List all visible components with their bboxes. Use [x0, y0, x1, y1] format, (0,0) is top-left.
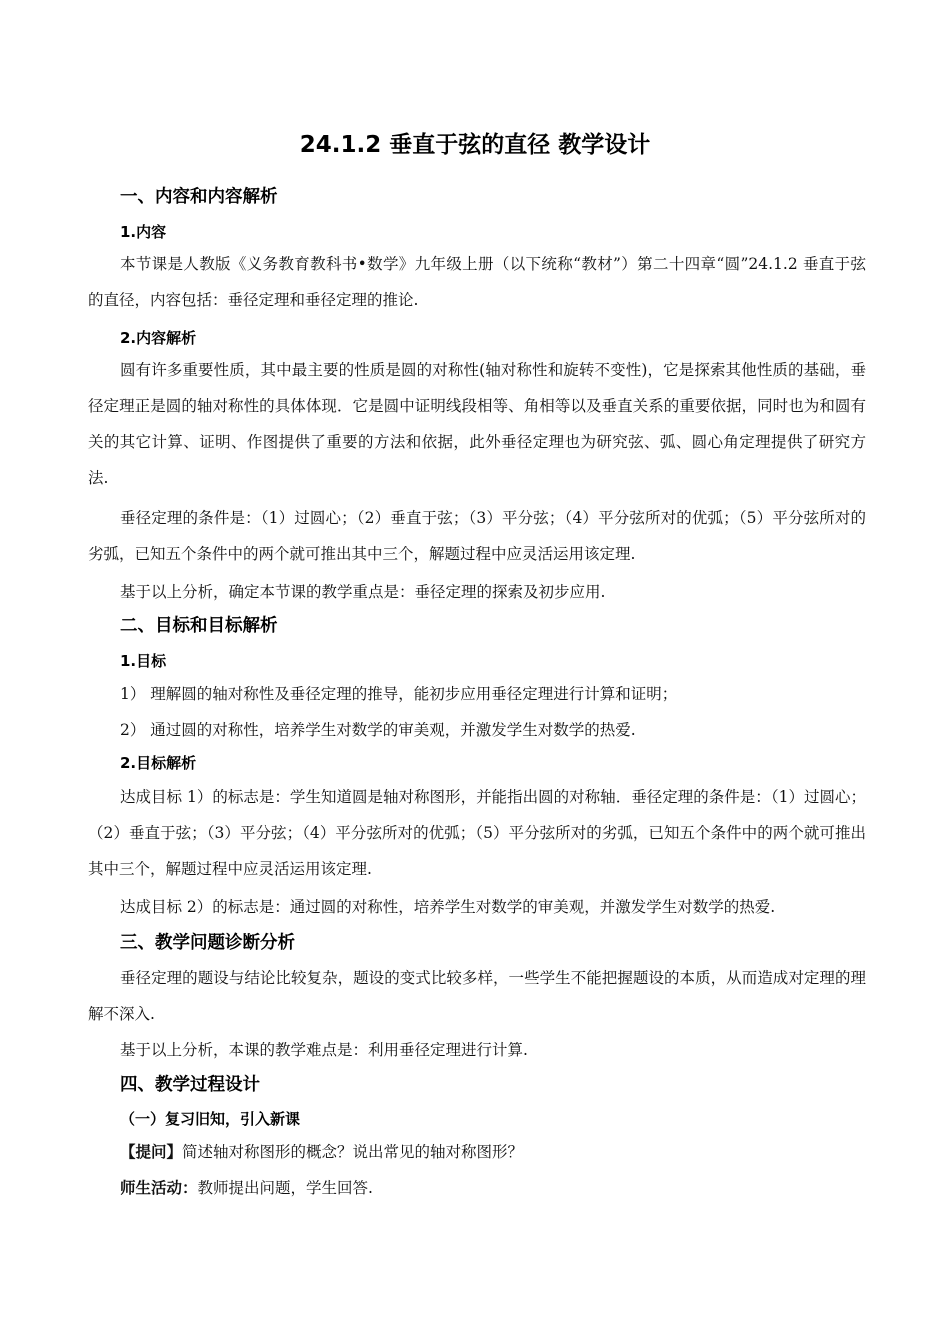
goal-item-1: 1） 理解圆的轴对称性及垂径定理的推导，能初步应用垂径定理进行计算和证明；: [120, 685, 678, 703]
analysis-paragraph-1: 圆有许多重要性质，其中最主要的性质是圆的对称性(轴对称性和旋转不变性)，它是探索其他性质的基础，垂径定理正是圆的轴对称性的具体体现．它是圆中证明线段相等、角相等以及垂直关系的重要依据，同时也为和圆有关的其它计算、证明、作图提供了重要的方法和依据，此外垂径定理也为研究弦、弧、圆心角定理提供了研究方法.: [88, 361, 866, 487]
section-heading-goals: 二、目标和目标解析: [120, 616, 278, 636]
activity-label: 师生活动：: [120, 1179, 198, 1197]
subheading-review: （一）复习旧知，引入新课: [120, 1110, 301, 1128]
subheading-goals: 1.目标: [120, 652, 167, 670]
content-paragraph: 本节课是人教版《义务教育教科书•数学》九年级上册（以下统称“教材”）第二十四章“圆”24.1.2 垂直于弦的直径，内容包括：垂径定理和垂径定理的推论.: [88, 255, 866, 309]
activity-text: 教师提出问题，学生回答.: [197, 1179, 373, 1197]
question-text: 简述轴对称图形的概念？说出常见的轴对称图形？: [182, 1143, 524, 1161]
section-heading-process: 四、教学过程设计: [120, 1075, 260, 1095]
section-heading-content: 一、内容和内容解析: [120, 187, 278, 207]
section-heading-diagnosis: 三、教学问题诊断分析: [120, 933, 295, 953]
analysis-paragraph-3: 基于以上分析，确定本节课的教学重点是：垂径定理的探索及初步应用.: [120, 583, 606, 601]
activity-line: [120, 1170, 866, 1206]
subheading-content-analysis: 2.内容解析: [120, 329, 197, 347]
subheading-goal-analysis: 2.目标解析: [120, 754, 197, 772]
goal-analysis-paragraph-2: 达成目标 2）的标志是：通过圆的对称性，培养学生对数学的审美观，并激发学生对数学的热爱.: [120, 898, 776, 916]
question-line: [120, 1134, 866, 1170]
goal-analysis-paragraph-1: 达成目标 1）的标志是：学生知道圆是轴对称图形，并能指出圆的对称轴．垂径定理的条件是：（1）过圆心；（2）垂直于弦；（3）平分弦；（4）平分弦所对的优弧；（5）平分弦所对的劣弧，已知五个条件中的两个就可推出其中三个，解题过程中应灵活运用该定理.: [88, 788, 866, 878]
question-label: 【提问】: [120, 1143, 183, 1161]
diagnosis-paragraph-2: 基于以上分析，本课的教学难点是：利用垂径定理进行计算.: [120, 1041, 528, 1059]
subheading-content: 1.内容: [120, 223, 167, 241]
analysis-paragraph-2: 垂径定理的条件是：（1）过圆心；（2）垂直于弦；（3）平分弦；（4）平分弦所对的优弧；（5）平分弦所对的劣弧，已知五个条件中的两个就可推出其中三个，解题过程中应灵活运用该定理.: [88, 509, 866, 563]
goal-item-2: 2） 通过圆的对称性，培养学生对数学的审美观，并激发学生对数学的热爱.: [120, 721, 636, 739]
document-title: 24.1.2 垂直于弦的直径 教学设计: [299, 132, 651, 158]
diagnosis-paragraph-1: 垂径定理的题设与结论比较复杂，题设的变式比较多样，一些学生不能把握题设的本质，从而造成对定理的理解不深入.: [88, 969, 866, 1023]
